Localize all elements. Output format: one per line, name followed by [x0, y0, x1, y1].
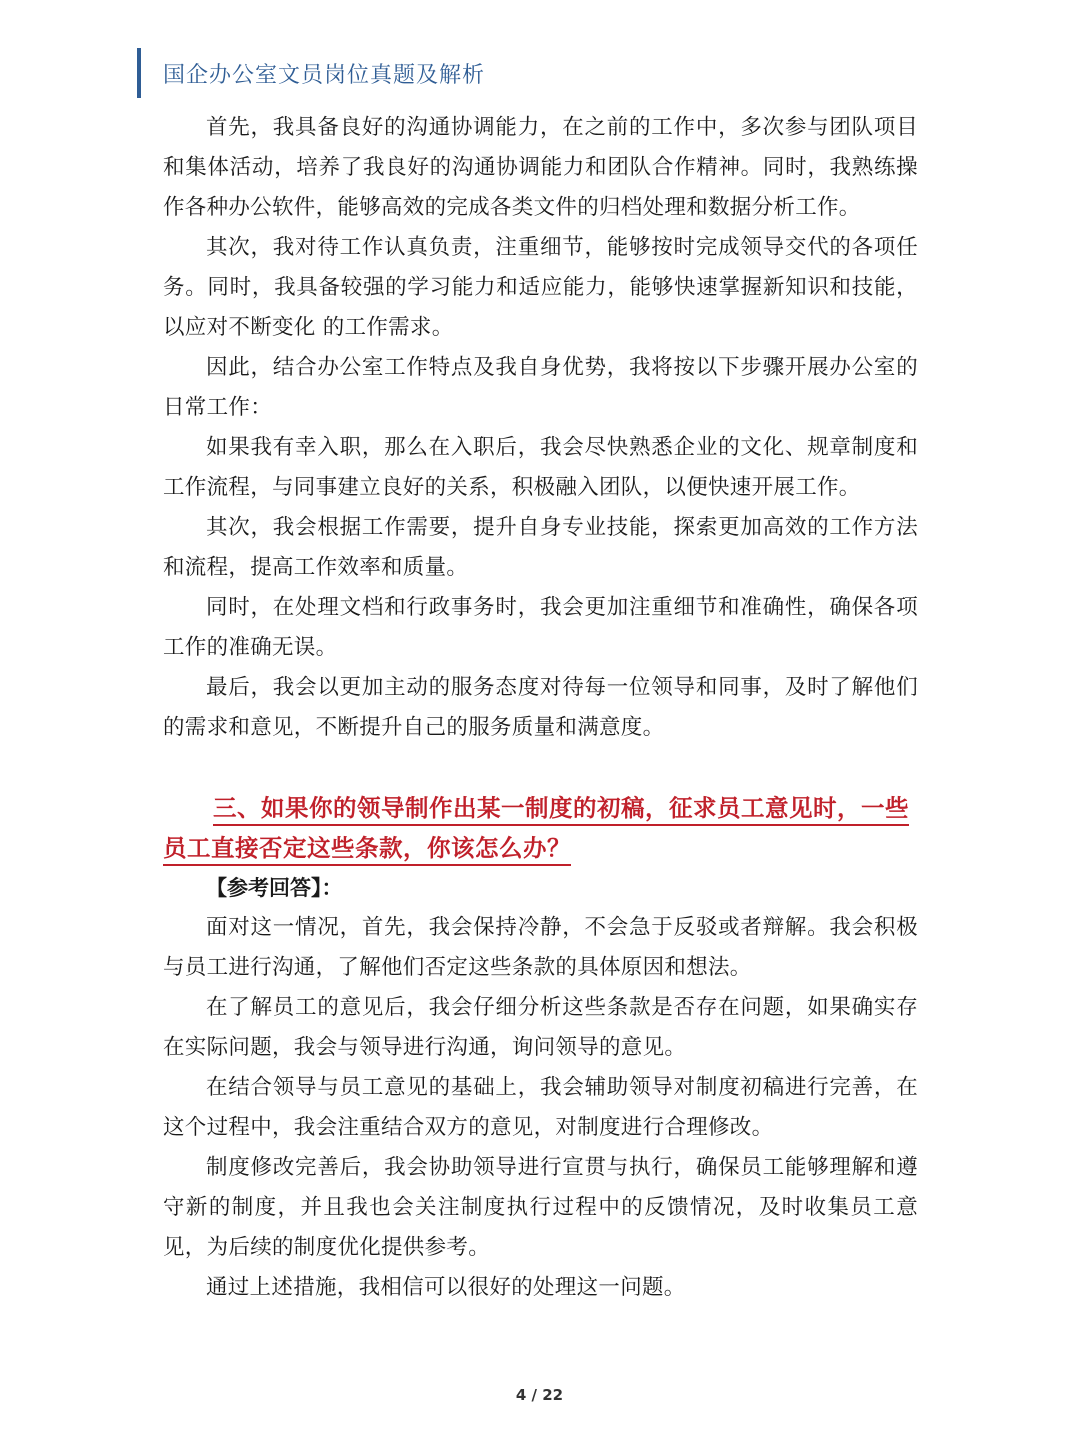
paragraph: 在结合领导与员工意见的基础上，我会辅助领导对制度初稿进行完善，在这个过程中，我会注重结合双方的意见，对制度进行合理修改。	[163, 1075, 918, 1140]
question-heading	[163, 788, 918, 868]
document-body	[163, 108, 918, 1308]
paragraph: 制度修改完善后，我会协助领导进行宣贯与执行，确保员工能够理解和遵守新的制度，并且我也会关注制度执行过程中的反馈情况，及时收集员工意见，为后续的制度优化提供参考。	[163, 1155, 918, 1260]
reference-answer-label: 【参考回答】：	[206, 875, 343, 900]
document-header	[137, 48, 485, 98]
paragraph: 其次，我对待工作认真负责，注重细节，能够按时完成领导交代的各项任务。同时，我具备较强的学习能力和适应能力，能够快速掌握新知识和技能，以应对不断变化 的工作需求。	[163, 235, 918, 340]
paragraph: 在了解员工的意见后，我会仔细分析这些条款是否存在问题，如果确实存在实际问题，我会与领导进行沟通，询问领导的意见。	[163, 995, 918, 1060]
section-spacer	[163, 748, 918, 788]
paragraph: 如果我有幸入职，那么在入职后，我会尽快熟悉企业的文化、规章制度和工作流程，与同事建立良好的关系，积极融入团队，以便快速开展工作。	[163, 435, 918, 500]
paragraph: 最后，我会以更加主动的服务态度对待每一位领导和同事，及时了解他们的需求和意见，不断提升自己的服务质量和满意度。	[163, 675, 918, 740]
document-title: 国企办公室文员岗位真题及解析	[163, 62, 486, 88]
paragraph: 因此，结合办公室工作特点及我自身优势，我将按以下步骤开展办公室的日常工作：	[163, 355, 918, 420]
page-indicator: 4 / 22	[515, 1386, 564, 1404]
paragraph: 面对这一情况，首先，我会保持冷静，不会急于反驳或者辩解。我会积极与员工进行沟通，了解他们否定这些条款的具体原因和想法。	[163, 915, 918, 980]
paragraph: 其次，我会根据工作需要，提升自身专业技能，探索更加高效的工作方法和流程，提高工作效率和质量。	[163, 515, 918, 580]
paragraph: 首先，我具备良好的沟通协调能力，在之前的工作中，多次参与团队项目和集体活动，培养了我良好的沟通协调能力和团队合作精神。同时，我熟练操作各种办公软件，能够高效的完成各类文件的归档处理和数据分析工作。	[163, 115, 918, 220]
paragraph: 同时，在处理文档和行政事务时，我会更加注重细节和准确性，确保各项工作的准确无误。	[163, 595, 918, 660]
question-text: 三、如果你的领导制作出某一制度的初稿，征求员工意见时，一些员工直接否定这些条款，你该怎么办？	[163, 794, 909, 862]
paragraph: 通过上述措施，我相信可以很好的处理这一问题。	[206, 1275, 686, 1300]
